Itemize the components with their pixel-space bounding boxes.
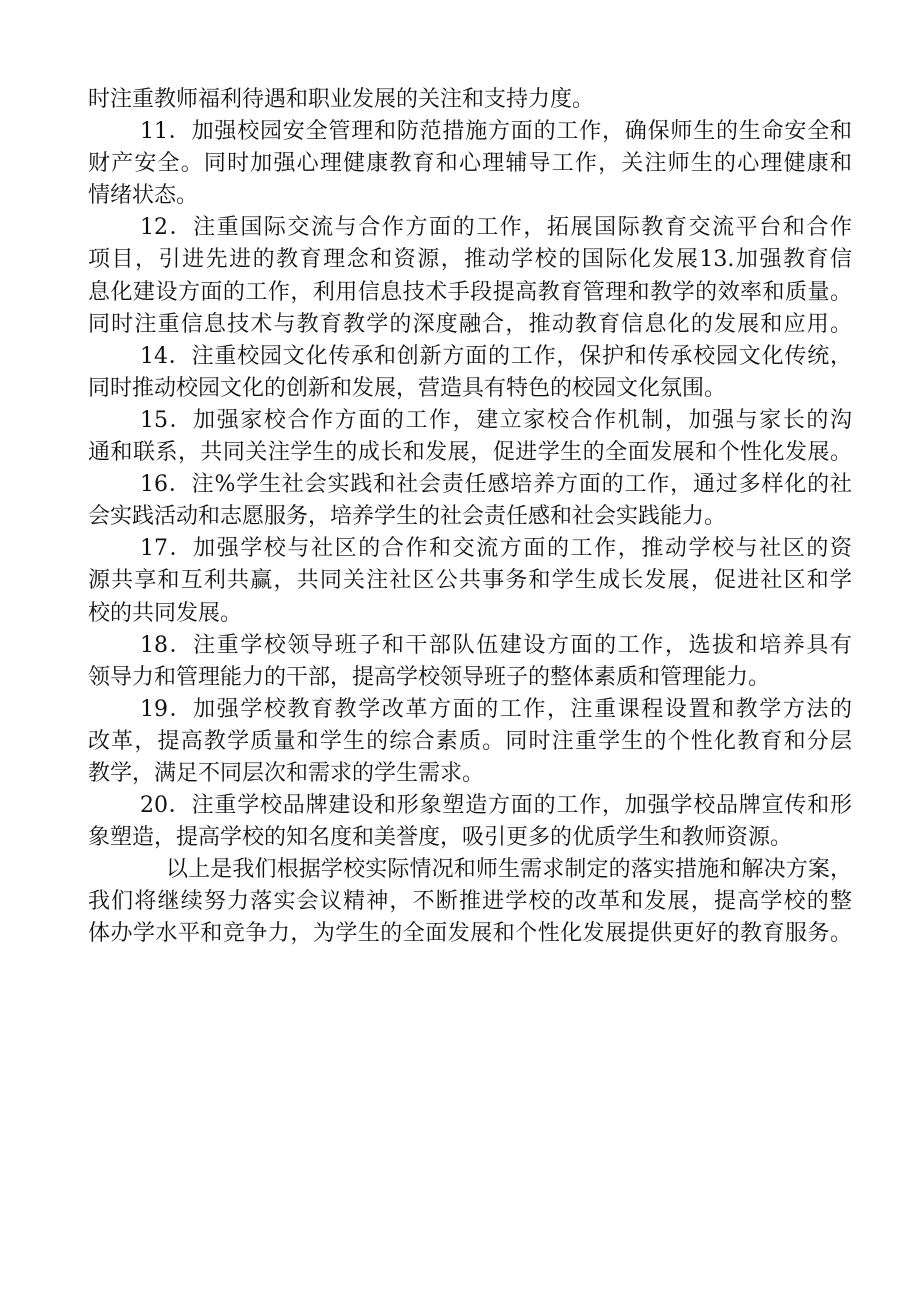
paragraph-continuation bbox=[88, 84, 852, 116]
paragraph-17 bbox=[88, 533, 852, 629]
text-line: 15．加强家校合作方面的工作，建立家校合作机制，加强与家长的沟 bbox=[140, 407, 852, 433]
text-line: 20．注重学校品牌建设和形象塑造方面的工作，加强学校品牌宣传和形 bbox=[140, 793, 852, 819]
paragraph-20 bbox=[88, 790, 852, 854]
text-line: 会实践活动和志愿服务，培养学生的社会责任感和社会实践能力。 bbox=[88, 504, 727, 530]
text-line: 财产安全。同时加强心理健康教育和心理辅导工作，关注师生的心理健康和 bbox=[88, 151, 852, 177]
text-line: 14．注重校园文化传承和创新方面的工作，保护和传承校园文化传统， bbox=[140, 343, 852, 369]
text-line: 同时注重信息技术与教育教学的深度融合，推动教育信息化的发展和应用。 bbox=[88, 311, 852, 337]
text-line: 同时推动校园文化的创新和发展，营造具有特色的校园文化氛围。 bbox=[88, 375, 727, 401]
text-line: 时注重教师福利待遇和职业发展的关注和支持力度。 bbox=[88, 87, 595, 112]
text-line: 项目，引进先进的教育理念和资源，推动学校的国际化发展13.加强教育信 bbox=[88, 247, 852, 273]
text-line: 16．注%学生社会实践和社会责任感培养方面的工作，通过多样化的社 bbox=[140, 472, 852, 498]
text-line: 源共享和互利共赢，共同关注社区公共事务和学生成长发展，促进社区和学 bbox=[88, 568, 852, 594]
text-line: 息化建设方面的工作，利用信息技术手段提高教育管理和教学的效率和质量。 bbox=[88, 279, 852, 305]
paragraph-14 bbox=[88, 341, 852, 405]
text-line: 18．注重学校领导班子和干部队伍建设方面的工作，选拔和培养具有 bbox=[140, 632, 852, 658]
text-line: 17．加强学校与社区的合作和交流方面的工作，推动学校与社区的资 bbox=[140, 536, 852, 562]
paragraph-11 bbox=[88, 116, 852, 212]
text-line: 19．加强学校教育教学改革方面的工作，注重课程设置和教学方法的 bbox=[140, 696, 852, 722]
paragraph-12 bbox=[88, 212, 852, 340]
text-line: 我们将继续努力落实会议精神，不断推进学校的改革和发展，提高学校的整 bbox=[88, 889, 852, 915]
text-line: 11．加强校园安全管理和防范措施方面的工作，确保师生的生命安全和 bbox=[140, 119, 852, 145]
text-line: 12．注重国际交流与合作方面的工作，拓展国际教育交流平台和合作 bbox=[140, 215, 852, 241]
text-line: 象塑造，提高学校的知名度和美誉度，吸引更多的优质学生和教师资源。 bbox=[88, 825, 793, 851]
text-line: 以上是我们根据学校实际情况和师生需求制定的落实措施和解决方案， bbox=[166, 857, 852, 883]
text-line: 校的共同发展。 bbox=[88, 600, 243, 626]
paragraph-18 bbox=[88, 630, 852, 694]
text-line: 通和联系，共同关注学生的成长和发展，促进学生的全面发展和个性化发展。 bbox=[88, 440, 852, 466]
paragraph-16 bbox=[88, 469, 852, 533]
paragraph-conclusion bbox=[88, 854, 852, 950]
text-line: 教学，满足不同层次和需求的学生需求。 bbox=[88, 760, 485, 786]
text-line: 情绪状态。 bbox=[88, 183, 199, 209]
text-line: 领导力和管理能力的干部，提高学校领导班子的整体素质和管理能力。 bbox=[88, 664, 771, 690]
paragraph-15 bbox=[88, 405, 852, 469]
text-line: 改革，提高教学质量和学生的综合素质。同时注重学生的个性化教育和分层 bbox=[88, 728, 852, 754]
paragraph-19 bbox=[88, 694, 852, 790]
document-body bbox=[88, 84, 852, 951]
text-line: 体办学水平和竞争力，为学生的全面发展和个性化发展提供更好的教育服务。 bbox=[88, 921, 852, 947]
